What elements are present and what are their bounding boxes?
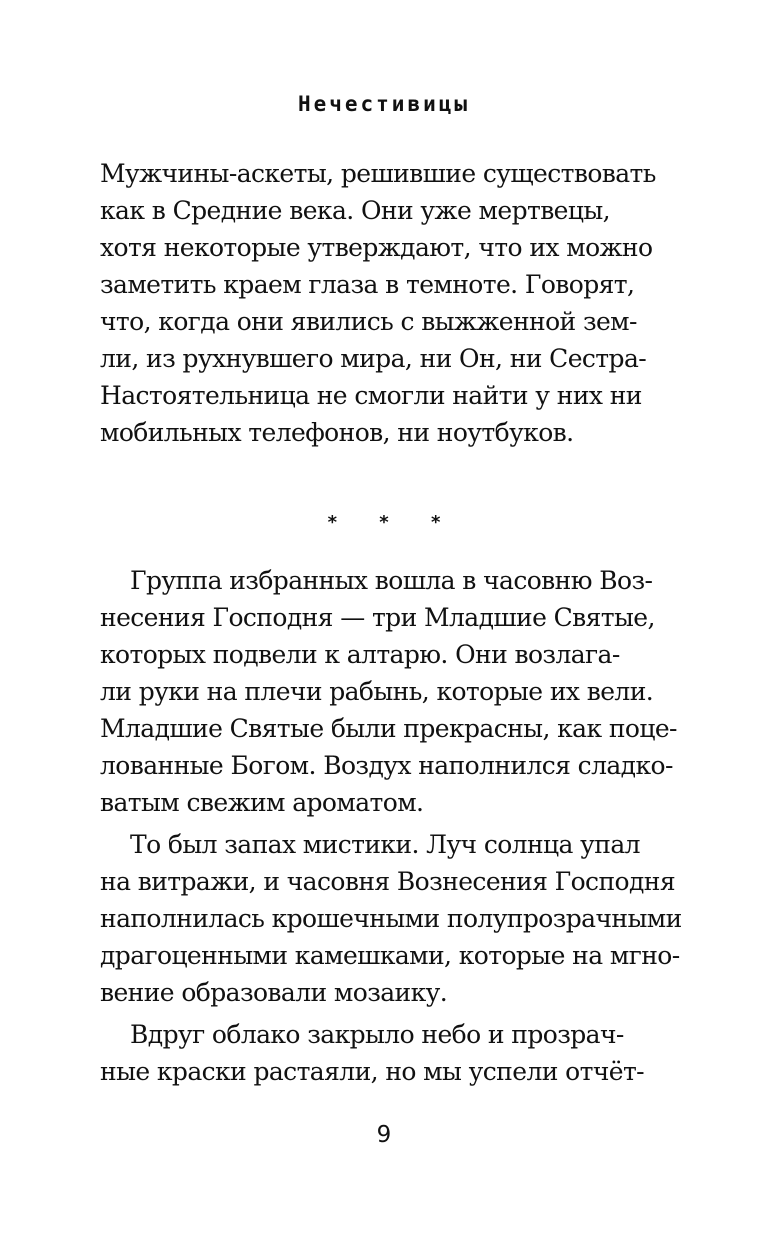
text-line: ватым свежим ароматом. (100, 788, 424, 817)
text-line: Младшие Святые были прекрасны, как поце- (100, 714, 677, 743)
text-line: лованные Богом. Воздух наполнился сладко- (100, 751, 673, 780)
section-2 (100, 562, 682, 1090)
text-line: Мужчины-аскеты, решившие существовать (100, 159, 656, 188)
text-line: на витражи, и часовня Вознесения Господня (100, 867, 675, 896)
text-line: Вдруг облако закрыло небо и прозрач- (130, 1020, 624, 1049)
text-line: что, когда они явились с выжженной зем- (100, 307, 637, 336)
section-separator: * * * (327, 512, 459, 533)
text-line: несения Господня — три Младшие Святые, (100, 603, 655, 632)
text-line: ли, из рухнувшего мира, ни Он, ни Сестра- (100, 344, 647, 373)
text-line: Настоятельница не смогли найти у них ни (100, 381, 642, 410)
paragraph-2 (100, 826, 682, 1011)
text-line: драгоценными камешками, которые на мгно- (100, 941, 680, 970)
text-line: как в Средние века. Они уже мертвецы, (100, 196, 610, 225)
section-1-paragraph (100, 155, 656, 451)
text-line: наполнилась крошечными полупрозрачными (100, 904, 682, 933)
text-line: ли руки на плечи рабынь, которые их вели. (100, 677, 654, 706)
text-line: которых подвели к алтарю. Они возлага- (100, 640, 620, 669)
page-number: 9 (376, 1122, 392, 1148)
running-head-title: Нечестивицы (297, 92, 471, 116)
text-line: хотя некоторые утверждают, что их можно (100, 233, 653, 262)
text-line: вение образовали мозаику. (100, 978, 448, 1007)
text-line: Группа избранных вошла в часовню Воз- (130, 566, 653, 595)
text-line: заметить краем глаза в темноте. Говорят, (100, 270, 635, 299)
text-line: мобильных телефонов, ни ноутбуков. (100, 418, 574, 447)
text-line: ные краски растаяли, но мы успели отчёт- (100, 1057, 645, 1086)
text-line: То был запах мистики. Луч солнца упал (130, 830, 640, 859)
paragraph-3 (100, 1016, 645, 1090)
paragraph-1 (100, 562, 677, 821)
